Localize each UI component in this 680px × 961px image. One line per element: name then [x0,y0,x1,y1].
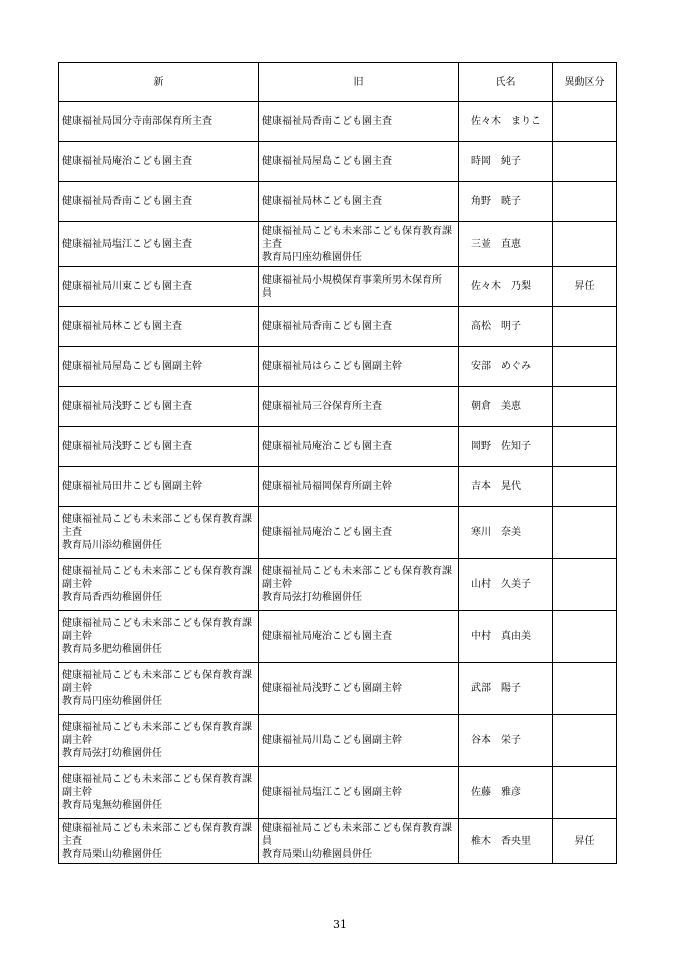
cell-new-position: 健康福祉局庵治こども園主査 [59,142,259,182]
cell-new-position: 健康福祉局こども未来部こども保育教育課 主査 教育局栗山幼稚園併任 [59,819,259,864]
cell-change-type [553,182,617,222]
cell-new-position: 健康福祉局屋島こども園副主幹 [59,347,259,387]
cell-change-type [553,222,617,267]
cell-change-type [553,142,617,182]
cell-old-position: 健康福祉局香南こども園主査 [259,102,459,142]
cell-name: 吉本 晃代 [459,467,553,507]
cell-old-position: 健康福祉局三谷保育所主査 [259,387,459,427]
cell-new-position: 健康福祉局川東こども園主査 [59,267,259,307]
cell-old-position: 健康福祉局浅野こども園副主幹 [259,663,459,715]
table-row [59,267,617,307]
cell-name: 安部 めぐみ [459,347,553,387]
table-row [59,767,617,819]
cell-new-position: 健康福祉局田井こども園副主幹 [59,467,259,507]
page-number: 31 [333,918,347,931]
cell-new-position: 健康福祉局浅野こども園主査 [59,387,259,427]
cell-name: 岡野 佐知子 [459,427,553,467]
personnel-change-table [58,62,617,864]
table-row [59,819,617,864]
table-row [59,559,617,611]
cell-name: 朝倉 美恵 [459,387,553,427]
cell-old-position: 健康福祉局こども未来部こども保育教育課 員 教育局栗山幼稚園員併任 [259,819,459,864]
cell-name: 谷本 栄子 [459,715,553,767]
table-row [59,427,617,467]
cell-change-type: 昇任 [553,267,617,307]
cell-new-position: 健康福祉局こども未来部こども保育教育課 副主幹 教育局円座幼稚園併任 [59,663,259,715]
header-name: 氏名 [459,63,553,102]
cell-change-type [553,427,617,467]
cell-new-position: 健康福祉局国分寺南部保育所主査 [59,102,259,142]
cell-new-position: 健康福祉局浅野こども園主査 [59,427,259,467]
cell-old-position: 健康福祉局庵治こども園主査 [259,427,459,467]
table-header-row [59,63,617,102]
cell-old-position: 健康福祉局香南こども園主査 [259,307,459,347]
header-change-type: 異動区分 [553,63,617,102]
table-row [59,663,617,715]
table-row [59,222,617,267]
table-row [59,387,617,427]
cell-old-position: 健康福祉局小規模保育事業所男木保育所 員 [259,267,459,307]
cell-new-position: 健康福祉局香南こども園主査 [59,182,259,222]
table-row [59,307,617,347]
cell-old-position: 健康福祉局林こども園主査 [259,182,459,222]
table-row [59,182,617,222]
cell-name: 寒川 奈美 [459,507,553,559]
table-row [59,507,617,559]
cell-change-type: 昇任 [553,819,617,864]
table-row [59,611,617,663]
cell-name: 中村 真由美 [459,611,553,663]
cell-change-type [553,467,617,507]
cell-change-type [553,387,617,427]
cell-name: 武部 陽子 [459,663,553,715]
cell-old-position: 健康福祉局こども未来部こども保育教育課 主査 教育局円座幼稚園併任 [259,222,459,267]
cell-old-position: 健康福祉局屋島こども園主査 [259,142,459,182]
cell-change-type [553,102,617,142]
table-row [59,102,617,142]
cell-old-position: 健康福祉局庵治こども園主査 [259,507,459,559]
cell-change-type [553,307,617,347]
cell-new-position: 健康福祉局林こども園主査 [59,307,259,347]
cell-change-type [553,767,617,819]
cell-change-type [553,507,617,559]
table-row [59,715,617,767]
cell-old-position: 健康福祉局こども未来部こども保育教育課 副主幹 教育局弦打幼稚園併任 [259,559,459,611]
cell-name: 高松 明子 [459,307,553,347]
cell-change-type [553,663,617,715]
cell-new-position: 健康福祉局こども未来部こども保育教育課 主査 教育局川添幼稚園併任 [59,507,259,559]
cell-name: 時岡 純子 [459,142,553,182]
cell-name: 佐々木 乃梨 [459,267,553,307]
cell-change-type [553,559,617,611]
cell-new-position: 健康福祉局こども未来部こども保育教育課 副主幹 教育局弦打幼稚園併任 [59,715,259,767]
cell-change-type [553,715,617,767]
cell-change-type [553,611,617,663]
cell-old-position: 健康福祉局庵治こども園主査 [259,611,459,663]
cell-change-type [553,347,617,387]
cell-new-position: 健康福祉局塩江こども園主査 [59,222,259,267]
header-new: 新 [59,63,259,102]
cell-name: 佐々木 まりこ [459,102,553,142]
table-row [59,347,617,387]
table-row [59,142,617,182]
header-old: 旧 [259,63,459,102]
cell-new-position: 健康福祉局こども未来部こども保育教育課 副主幹 教育局香西幼稚園併任 [59,559,259,611]
cell-name: 山村 久美子 [459,559,553,611]
cell-new-position: 健康福祉局こども未来部こども保育教育課 副主幹 教育局多肥幼稚園併任 [59,611,259,663]
cell-old-position: 健康福祉局福岡保育所副主幹 [259,467,459,507]
cell-name: 三並 直恵 [459,222,553,267]
cell-old-position: 健康福祉局川島こども園副主幹 [259,715,459,767]
cell-old-position: 健康福祉局はらこども園副主幹 [259,347,459,387]
cell-name: 佐藤 雅彦 [459,767,553,819]
cell-old-position: 健康福祉局塩江こども園副主幹 [259,767,459,819]
cell-name: 角野 暁子 [459,182,553,222]
table-row [59,467,617,507]
cell-new-position: 健康福祉局こども未来部こども保育教育課 副主幹 教育局鬼無幼稚園併任 [59,767,259,819]
cell-name: 椎木 香央里 [459,819,553,864]
